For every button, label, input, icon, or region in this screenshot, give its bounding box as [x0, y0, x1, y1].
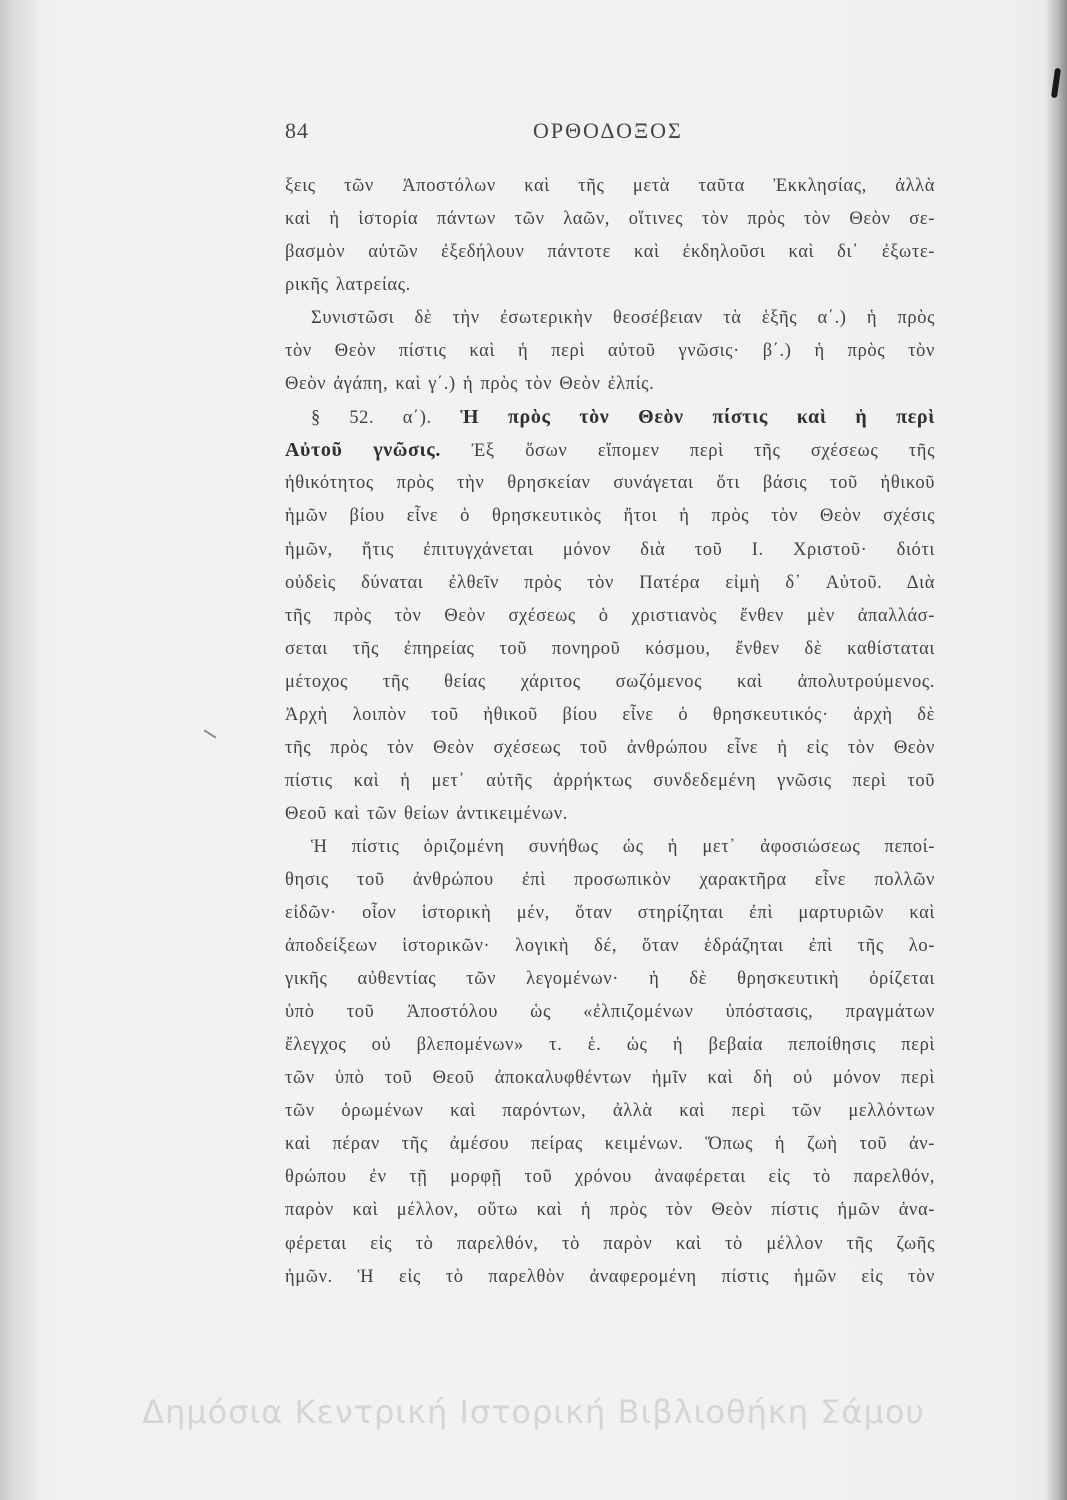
- section-title: Ἡ πρὸς τὸν Θεὸν πίστις καὶ ἡ περὶ: [460, 406, 935, 429]
- running-title: ΟΡΘΟΔΟΞΟΣ: [533, 118, 683, 143]
- text-line: ξεις τῶν Ἀποστόλων καὶ τῆς μετὰ ταῦτα Ἐκκλησίας, ἀλλὰ: [285, 176, 935, 196]
- page-number: 84: [285, 118, 309, 143]
- text-line: παρὸν καὶ μέλλον, οὕτω καὶ ἡ πρὸς τὸν Θεὸν πίστις ἡμῶν ἀνα-: [285, 1200, 935, 1221]
- text-line: καὶ πέραν τῆς ἀμέσου πείρας κειμένων. Ὅπως ἡ ζωὴ τοῦ ἀν-: [285, 1134, 935, 1155]
- text-line: ἠθικότητος πρὸς τὴν θρησκείαν συνάγεται ὅτι βάσις τοῦ ἠθικοῦ: [285, 473, 935, 494]
- section-heading-line: [285, 434, 935, 467]
- text-line: τῆς πρὸς τὸν Θεὸν σχέσεως ὁ χριστιανὸς ἔνθεν μὲν ἀπαλλάσ-: [285, 605, 935, 626]
- text-line: φέρεται εἰς τὸ παρελθόν, τὸ παρὸν καὶ τὸ μέλλον τῆς ζωῆς: [285, 1233, 935, 1254]
- text-line: γικῆς αὐθεντίας τῶν λεγομένων· ἡ δὲ θρησκευτικὴ ὁρίζεται: [285, 969, 935, 990]
- library-watermark: Δημόσια Κεντρική Ιστορική Βιβλιοθήκη Σάμου: [142, 1393, 925, 1431]
- text-line: Συνιστῶσι δὲ τὴν ἐσωτερικὴν θεοσέβειαν τὰ ἑξῆς α΄.) ἡ πρὸς: [311, 308, 935, 329]
- page-right-edge: [1045, 0, 1067, 1500]
- text-line: τῶν ὁρωμένων καὶ παρόντων, ἀλλὰ καὶ περὶ τῶν μελλόντων: [285, 1101, 935, 1122]
- text-line: Ἡ πίστις ὁριζομένη συνήθως ὡς ἡ μετ᾽ ἀφοσιώσεως πεποί-: [311, 836, 935, 857]
- page-binding-edge: [0, 0, 36, 1500]
- section-heading-line: [285, 401, 935, 434]
- text-line: ρικῆς λατρείας.: [285, 275, 411, 296]
- text-line: ἡμῶν βίου εἶνε ὁ θρησκευτικὸς ἤτοι ἡ πρὸς τὸν Θεὸν σχέσις: [285, 506, 935, 527]
- margin-mark: [204, 729, 217, 738]
- text-line: ὑπὸ τοῦ Ἀποστόλου ὡς «ἐλπιζομένων ὑπόστασις, πραγμάτων: [285, 1002, 935, 1023]
- text-line: Ἀρχὴ λοιπὸν τοῦ ἠθικοῦ βίου εἶνε ὁ θρησκευτικός· ἀρχὴ δὲ: [285, 704, 935, 725]
- text-line: βασμὸν αὐτῶν ἐξεδήλουν πάντοτε καὶ ἐκδηλοῦσι καὶ δι᾽ ἐξωτε-: [285, 242, 935, 263]
- text-line: σεται τῆς ἐπηρείας τοῦ πονηροῦ κόσμου, ἔνθεν δὲ καθίσταται: [285, 638, 935, 659]
- section-title-cont: Αὐτοῦ γνῶσις.: [285, 439, 441, 462]
- text-line: πίστις καὶ ἡ μετ᾽ αὐτῆς ἀρρήκτως συνδεδεμένη γνῶσις περὶ τοῦ: [285, 770, 935, 791]
- text-line: ἔλεγχος οὐ βλεπομένων» τ. ἑ. ὡς ἡ βεβαία πεποίθησις περὶ: [285, 1035, 935, 1056]
- text-line: τῶν ὑπὸ τοῦ Θεοῦ ἀποκαλυφθέντων ἡμῖν καὶ δὴ οὐ μόνον περὶ: [285, 1068, 935, 1089]
- text-line: εἰδῶν· οἷον ἱστορικὴ μέν, ὅταν στηρίζηται ἐπὶ μαρτυριῶν καὶ: [285, 903, 935, 924]
- text-line: ἡμῶν, ἥτις ἐπιτυγχάνεται μόνον διὰ τοῦ Ι. Χριστοῦ· διότι: [285, 539, 935, 560]
- body-text: [285, 170, 935, 1294]
- text-line: θησις τοῦ ἀνθρώπου ἐπὶ προσωπικὸν χαρακτῆρα εἶνε πολλῶν: [285, 869, 935, 890]
- text-line: τῆς πρὸς τὸν Θεὸν σχέσεως τοῦ ἀνθρώπου εἶνε ἡ εἰς τὸν Θεὸν: [285, 737, 935, 758]
- text-line: θρώπου ἐν τῇ μορφῇ τοῦ χρόνου ἀναφέρεται εἰς τὸ παρελθόν,: [285, 1167, 935, 1188]
- text-line: μέτοχος τῆς θείας χάριτος σωζόμενος καὶ ἀπολυτρούμενος.: [285, 671, 935, 692]
- text-line: ἀποδείξεων ἱστορικῶν· λογικὴ δέ, ὅταν ἑδράζηται ἐπὶ τῆς λο-: [285, 936, 935, 957]
- text-line: τὸν Θεὸν πίστις καὶ ἡ περὶ αὐτοῦ γνῶσις· β΄.) ἡ πρὸς τὸν: [285, 341, 935, 362]
- text-line: ἡμῶν. Ἡ εἰς τὸ παρελθὸν ἀναφερομένη πίστις ἡμῶν εἰς τὸν: [285, 1266, 935, 1287]
- running-header: [285, 118, 955, 152]
- text-line: καὶ ἡ ἱστορία πάντων τῶν λαῶν, οἵτινες τὸν πρὸς τὸν Θεὸν σε-: [285, 209, 935, 230]
- text-line: Θεὸν ἀγάπη, καὶ γ΄.) ἡ πρὸς τὸν Θεὸν ἐλπίς.: [285, 374, 655, 395]
- section-number: § 52. α΄).: [311, 408, 461, 429]
- section-text-start: Ἐξ ὅσων εἴπομεν περὶ τῆς σχέσεως τῆς: [440, 441, 935, 462]
- text-line: οὐδεὶς δύναται ἐλθεῖν πρὸς τὸν Πατέρα εἰμὴ δ᾽ Αὐτοῦ. Διὰ: [285, 572, 935, 593]
- text-line: Θεοῦ καὶ τῶν θείων ἀντικειμένων.: [285, 803, 568, 824]
